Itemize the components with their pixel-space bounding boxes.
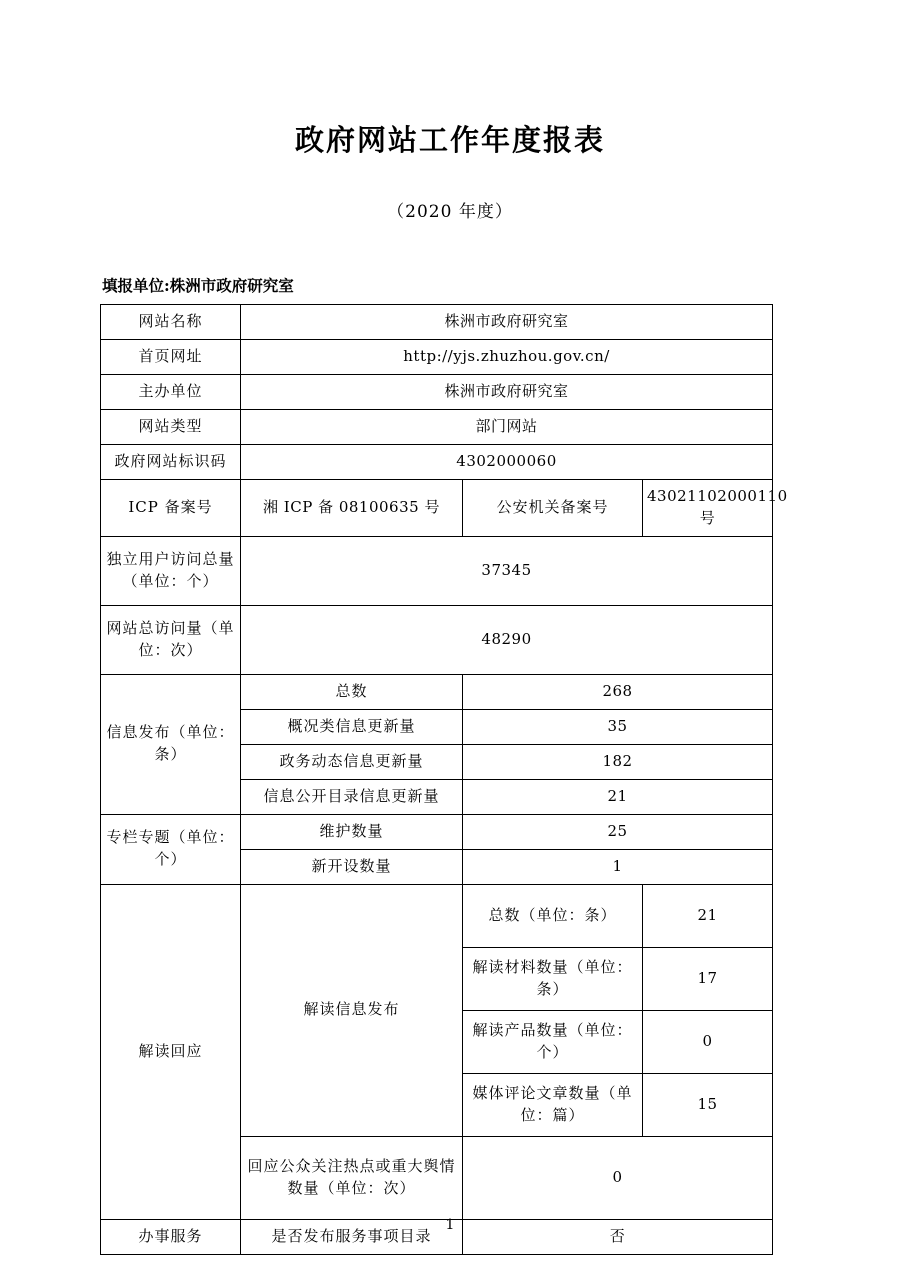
info-publish-dynamic-label: 政务动态信息更新量: [241, 744, 463, 779]
info-publish-dynamic-value: 182: [463, 744, 773, 779]
site-name-value: 株洲市政府研究室: [241, 305, 773, 340]
table-row: [101, 814, 773, 849]
icp-value: 湘 ICP 备 08100635 号: [241, 480, 463, 537]
page-subtitle: （2020 年度）: [387, 202, 513, 222]
interp-product-value: 0: [643, 1010, 773, 1073]
info-publish-total-label: 总数: [241, 674, 463, 709]
reporting-unit-line: 填报单位:株洲市政府研究室: [102, 276, 294, 295]
table-row: [101, 605, 773, 674]
table-row: [101, 674, 773, 709]
site-type-value: 部门网站: [241, 410, 773, 445]
table-row: [101, 884, 773, 947]
unique-visitors-value: 37345: [241, 536, 773, 605]
info-publish-label: 信息发布（单位：条）: [101, 674, 241, 814]
sponsor-value: 株洲市政府研究室: [241, 375, 773, 410]
info-publish-catalog-value: 21: [463, 779, 773, 814]
interp-product-label: 解读产品数量（单位：个）: [463, 1010, 643, 1073]
interpretation-publish-label: 解读信息发布: [241, 884, 463, 1136]
police-record-value: 43021102000110 号: [643, 480, 773, 537]
annual-report-table: [100, 304, 788, 1255]
info-publish-total-value: 268: [463, 674, 773, 709]
table-row: [101, 340, 773, 375]
homepage-value: http://yjs.zhuzhou.gov.cn/: [241, 340, 773, 375]
special-column-label: 专栏专题（单位：个）: [101, 814, 241, 884]
response-hot-label: 回应公众关注热点或重大舆情数量（单位：次）: [241, 1136, 463, 1219]
gov-site-id-label: 政府网站标识码: [101, 445, 241, 480]
site-type-label: 网站类型: [101, 410, 241, 445]
police-record-label: 公安机关备案号: [463, 480, 643, 537]
table-row: [101, 536, 773, 605]
table-row: [101, 375, 773, 410]
icp-label: ICP 备案号: [101, 480, 241, 537]
gov-site-id-value: 4302000060: [241, 445, 773, 480]
sponsor-label: 主办单位: [101, 375, 241, 410]
response-hot-value: 0: [463, 1136, 773, 1219]
info-publish-overview-value: 35: [463, 709, 773, 744]
special-maintain-value: 25: [463, 814, 773, 849]
table-row: [101, 305, 773, 340]
interp-media-value: 15: [643, 1073, 773, 1136]
page-title: 政府网站工作年度报表: [294, 123, 605, 157]
table-row: [101, 480, 773, 537]
interp-total-value: 21: [643, 884, 773, 947]
special-new-value: 1: [463, 849, 773, 884]
service-catalog-value: 否: [463, 1219, 773, 1254]
interpretation-label: 解读回应: [101, 884, 241, 1219]
interp-material-value: 17: [643, 947, 773, 1010]
special-maintain-label: 维护数量: [241, 814, 463, 849]
service-label: 办事服务: [101, 1219, 241, 1254]
interp-total-label: 总数（单位：条）: [463, 884, 643, 947]
info-publish-overview-label: 概况类信息更新量: [241, 709, 463, 744]
interp-material-label: 解读材料数量（单位：条）: [463, 947, 643, 1010]
table-row: [101, 445, 773, 480]
page-number: 1: [445, 1216, 455, 1233]
site-name-label: 网站名称: [101, 305, 241, 340]
total-visits-value: 48290: [241, 605, 773, 674]
special-new-label: 新开设数量: [241, 849, 463, 884]
info-publish-catalog-label: 信息公开目录信息更新量: [241, 779, 463, 814]
unique-visitors-label: 独立用户访问总量（单位：个）: [101, 536, 241, 605]
table-row: [101, 410, 773, 445]
interp-media-label: 媒体评论文章数量（单位：篇）: [463, 1073, 643, 1136]
total-visits-label: 网站总访问量（单位：次）: [101, 605, 241, 674]
service-catalog-label: 是否发布服务事项目录: [241, 1219, 463, 1254]
homepage-label: 首页网址: [101, 340, 241, 375]
